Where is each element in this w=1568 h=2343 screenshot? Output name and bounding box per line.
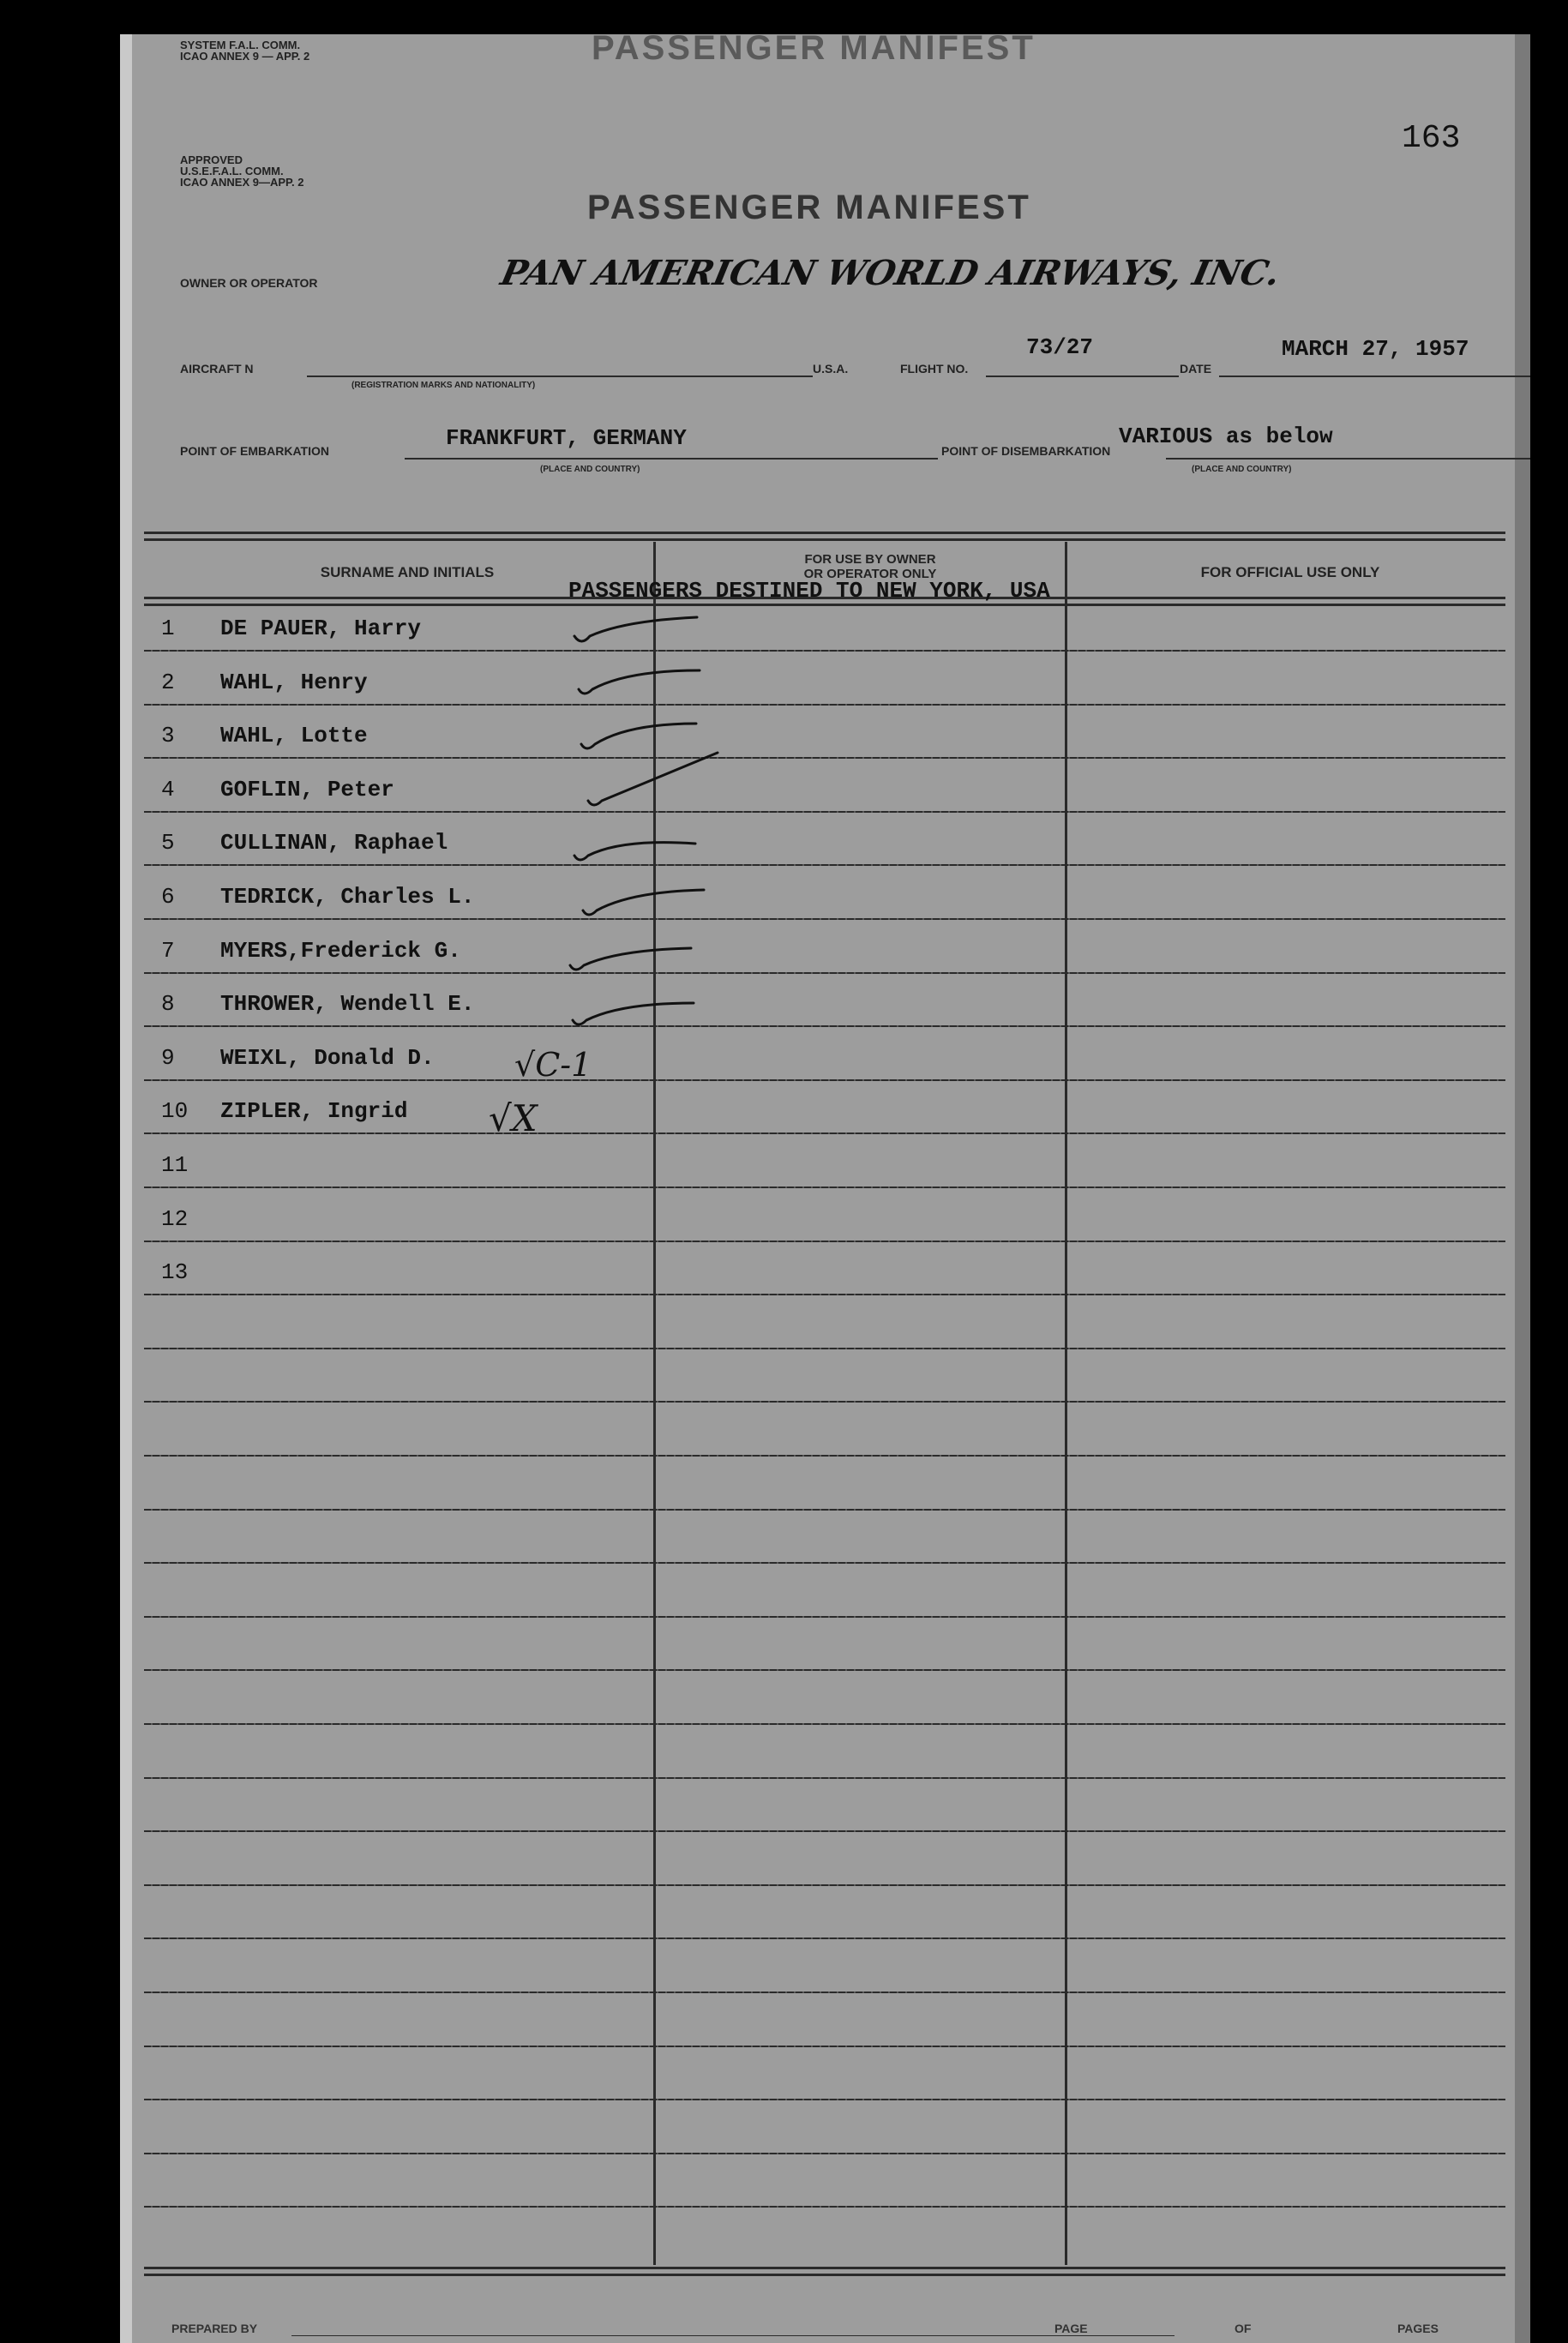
prepared-by-underline	[291, 2335, 1174, 2336]
passenger-row-number: 1	[161, 616, 175, 641]
passenger-row-number: 6	[161, 884, 175, 910]
passenger-name: WAHL, Henry	[220, 670, 368, 695]
passenger-row-number: 9	[161, 1045, 175, 1071]
tick-row-7	[570, 948, 691, 970]
owner-label: OWNER OR OPERATOR	[180, 276, 318, 290]
passenger-name: WEIXL, Donald D.	[220, 1045, 435, 1071]
tick-row-1	[574, 617, 697, 641]
handwritten-note-row-9: √C-1	[514, 1046, 592, 1084]
date-label: DATE	[1180, 362, 1212, 375]
passenger-row-number: 13	[161, 1259, 189, 1285]
disembarkation-value: VARIOUS as below	[1119, 424, 1333, 449]
passenger-name: ZIPLER, Ingrid	[220, 1098, 408, 1124]
tick-marks	[570, 617, 718, 1024]
date-value: MARCH 27, 1957	[1282, 336, 1469, 362]
disembarkation-label: POINT OF DISEMBARKATION	[941, 444, 1111, 458]
form-approval-reference: APPROVED U.S.E.F.A.L. COMM. ICAO ANNEX 9—APP. 2	[180, 153, 304, 189]
passenger-row-number: 8	[161, 991, 175, 1017]
passenger-row-number: 10	[161, 1098, 189, 1124]
passenger-name: MYERS,Frederick G.	[220, 938, 461, 964]
passenger-name: TEDRICK, Charles L.	[220, 884, 475, 910]
passenger-name: CULLINAN, Raphael	[220, 830, 448, 856]
handwritten-check-marks	[120, 34, 1530, 2343]
registration-sublabel: (REGISTRATION MARKS AND NATIONALITY)	[351, 381, 536, 390]
passenger-row-number: 2	[161, 670, 175, 695]
column-header-owner-use: FOR USE BY OWNER OR OPERATOR ONLY	[803, 552, 937, 581]
disembarkation-sublabel: (PLACE AND COUNTRY)	[1192, 465, 1292, 474]
tick-row-2	[579, 670, 700, 694]
passenger-row-number: 4	[161, 777, 175, 802]
page-number: 163	[1402, 120, 1461, 157]
flight-no-value: 73/27	[1026, 334, 1094, 360]
tick-row-4	[588, 753, 718, 805]
tick-row-6	[583, 890, 704, 915]
column-header-official: FOR OFFICIAL USE ONLY	[1200, 564, 1380, 580]
passenger-name: THROWER, Wendell E.	[220, 991, 475, 1017]
embarkation-sublabel: (PLACE AND COUNTRY)	[540, 465, 640, 474]
passenger-row-number: 11	[161, 1152, 189, 1178]
tick-row-3	[581, 724, 696, 748]
footer-prepared-by: PREPARED BY	[171, 2322, 258, 2335]
embarkation-label: POINT OF EMBARKATION	[180, 444, 329, 458]
usa-label: U.S.A.	[813, 362, 849, 375]
passenger-row-number: 5	[161, 830, 175, 856]
passenger-name: WAHL, Lotte	[220, 723, 368, 748]
passenger-row-number: 3	[161, 723, 175, 748]
form-reference-top: SYSTEM F.A.L. COMM. ICAO ANNEX 9 — APP. 2	[180, 39, 310, 63]
owner-value: PAN AMERICAN WORLD AIRWAYS, INC.	[497, 253, 1284, 293]
section-heading: PASSENGERS DESTINED TO NEW YORK, USA	[568, 578, 1050, 604]
tick-row-5	[574, 843, 695, 860]
passenger-name: GOFLIN, Peter	[220, 777, 394, 802]
flight-no-label: FLIGHT NO.	[900, 362, 969, 375]
tick-row-8	[573, 1003, 694, 1024]
faded-bleed-title: PASSENGER MANIFEST	[592, 34, 1036, 67]
passenger-row-number: 7	[161, 938, 175, 964]
column-header-surname: SURNAME AND INITIALS	[320, 564, 495, 580]
passenger-name: DE PAUER, Harry	[220, 616, 422, 641]
manifest-sheet	[120, 34, 1530, 2343]
embarkation-value: FRANKFURT, GERMANY	[446, 425, 687, 451]
footer-of: OF	[1235, 2322, 1252, 2335]
aircraft-label: AIRCRAFT N	[180, 362, 254, 375]
table-bottom-rule	[144, 2267, 1505, 2269]
footer-pages: PAGES	[1397, 2322, 1439, 2335]
passenger-row-number: 12	[161, 1206, 189, 1232]
table-bottom-rule-2	[144, 2274, 1505, 2276]
handwritten-note-row-10: √X	[489, 1097, 538, 1139]
page-title: PASSENGER MANIFEST	[587, 189, 1031, 226]
footer-page: PAGE	[1054, 2322, 1088, 2335]
